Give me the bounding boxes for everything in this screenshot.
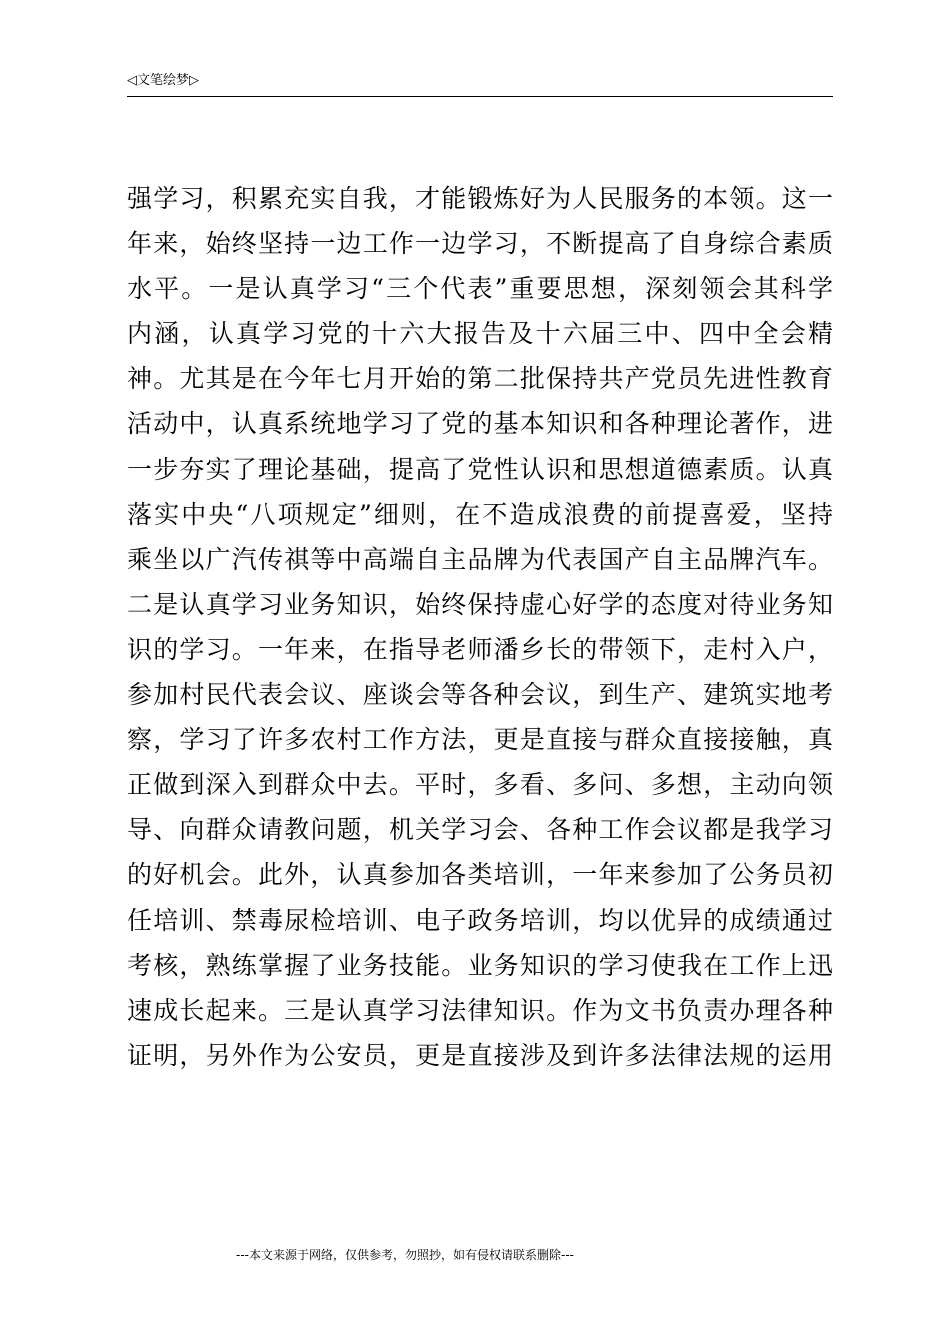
text-line: 神。尤其是在今年七月开始的第二批保持共产党员先进性教育 (127, 364, 833, 394)
text-line: 参加村民代表会议、座谈会等各种会议，到生产、建筑实地考 (127, 680, 833, 710)
text-line: 导、向群众请教问题，机关学习会、各种工作会议都是我学习 (127, 815, 833, 845)
text-line: 考核，熟练掌握了业务技能。业务知识的学习使我在工作上迅 (127, 950, 833, 980)
text-line: 落实中央“八项规定”细则，在不造成浪费的前提喜爱，坚持 (127, 499, 833, 529)
text-line: 察，学习了许多农村工作方法，更是直接与群众直接接触，真 (127, 725, 833, 755)
text-line: 证明，另外作为公安员，更是直接涉及到许多法律法规的运用 (127, 1040, 833, 1070)
text-line: 年来，始终坚持一边工作一边学习，不断提高了自身综合素质 (127, 229, 833, 259)
page-header: ◁文笔绘梦▷ (127, 73, 199, 88)
text-line: 的好机会。此外，认真参加各类培训，一年来参加了公务员初 (127, 860, 833, 890)
text-line: 活动中，认真系统地学习了党的基本知识和各种理论著作，进 (127, 409, 833, 439)
text-line: 正做到深入到群众中去。平时，多看、多问、多想，主动向领 (127, 770, 833, 800)
page-footer: ---本文来源于网络，仅供参考，勿照抄，如有侵权请联系删除--- (236, 1248, 574, 1262)
text-line: 水平。一是认真学习“三个代表”重要思想，深刻领会其科学 (127, 274, 833, 304)
header-divider (127, 96, 833, 97)
text-line: 速成长起来。三是认真学习法律知识。作为文书负责办理各种 (127, 995, 833, 1025)
text-line: 内涵，认真学习党的十六大报告及十六届三中、四中全会精 (127, 319, 833, 349)
text-line: 二是认真学习业务知识，始终保持虚心好学的态度对待业务知 (127, 589, 833, 619)
text-line: 强学习，积累充实自我，才能锻炼好为人民服务的本领。这一 (127, 184, 833, 213)
text-line: 一步夯实了理论基础，提高了党性认识和思想道德素质。认真 (127, 454, 833, 484)
document-body (127, 176, 833, 1078)
text-line: 任培训、禁毒尿检培训、电子政务培训，均以优异的成绩通过 (127, 905, 833, 935)
text-line: 乘坐以广汽传祺等中高端自主品牌为代表国产自主品牌汽车。 (127, 544, 833, 574)
text-line: 识的学习。一年来，在指导老师潘乡长的带领下，走村入户， (127, 634, 833, 664)
